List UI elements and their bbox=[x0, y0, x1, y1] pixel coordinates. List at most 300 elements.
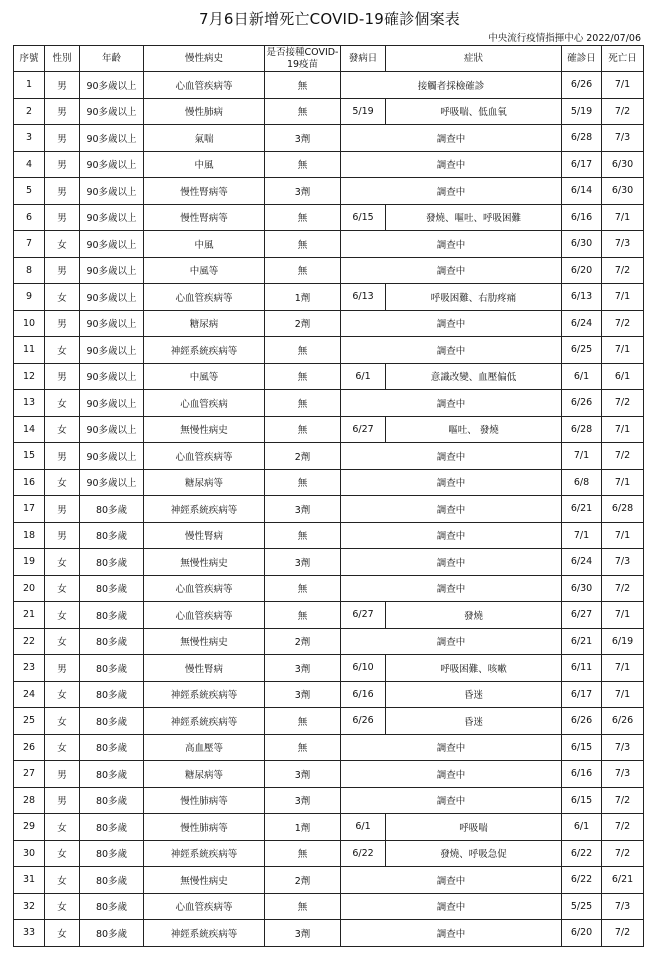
cell-age: 80多歲 bbox=[80, 814, 144, 841]
cell-vaccine: 3劑 bbox=[265, 681, 341, 708]
cell-symptoms: 呼吸喘、低血氧 bbox=[386, 98, 562, 125]
cell-death: 7/1 bbox=[602, 204, 644, 231]
cell-no: 26 bbox=[14, 734, 45, 761]
cell-sex: 男 bbox=[45, 125, 80, 152]
cell-no: 8 bbox=[14, 257, 45, 284]
cell-sex: 女 bbox=[45, 284, 80, 311]
cell-confirmed: 6/26 bbox=[562, 390, 602, 417]
cell-death: 7/3 bbox=[602, 549, 644, 576]
cell-symptoms: 調查中 bbox=[341, 125, 562, 152]
cell-no: 21 bbox=[14, 602, 45, 629]
table-row bbox=[14, 72, 644, 99]
cell-death: 7/1 bbox=[602, 681, 644, 708]
cell-history: 糖尿病 bbox=[144, 310, 265, 337]
table-row bbox=[14, 867, 644, 894]
cell-confirmed: 5/19 bbox=[562, 98, 602, 125]
cell-history: 糖尿病等 bbox=[144, 761, 265, 788]
cell-sex: 男 bbox=[45, 522, 80, 549]
cell-no: 17 bbox=[14, 496, 45, 523]
header-onset: 發病日 bbox=[341, 46, 386, 72]
cell-age: 80多歲 bbox=[80, 549, 144, 576]
cell-no: 30 bbox=[14, 840, 45, 867]
cell-symptoms: 調查中 bbox=[341, 443, 562, 470]
cell-symptoms: 調查中 bbox=[341, 390, 562, 417]
cell-death: 7/3 bbox=[602, 893, 644, 920]
cell-symptoms: 調查中 bbox=[341, 628, 562, 655]
cell-sex: 女 bbox=[45, 602, 80, 629]
cell-age: 80多歲 bbox=[80, 575, 144, 602]
cell-vaccine: 無 bbox=[265, 416, 341, 443]
cell-history: 神經系統疾病等 bbox=[144, 840, 265, 867]
cell-confirmed: 6/17 bbox=[562, 151, 602, 178]
cell-confirmed: 6/24 bbox=[562, 310, 602, 337]
source-note: 中央流行疫情指揮中心 2022/07/06 bbox=[488, 33, 641, 44]
cell-history: 慢性腎病 bbox=[144, 655, 265, 682]
cell-confirmed: 6/8 bbox=[562, 469, 602, 496]
header-confirmed: 確診日 bbox=[562, 46, 602, 72]
cell-history: 氣喘 bbox=[144, 125, 265, 152]
cell-confirmed: 6/15 bbox=[562, 787, 602, 814]
cell-sex: 男 bbox=[45, 310, 80, 337]
cell-symptoms: 呼吸喘 bbox=[386, 814, 562, 841]
cell-symptoms: 調查中 bbox=[341, 310, 562, 337]
cell-no: 16 bbox=[14, 469, 45, 496]
cell-onset: 6/22 bbox=[341, 840, 386, 867]
cell-symptoms: 調查中 bbox=[341, 469, 562, 496]
cell-death: 6/26 bbox=[602, 708, 644, 735]
table-body bbox=[14, 72, 644, 947]
cell-history: 無慢性病史 bbox=[144, 549, 265, 576]
cell-confirmed: 6/24 bbox=[562, 549, 602, 576]
cell-history: 心血管疾病 bbox=[144, 390, 265, 417]
table-row bbox=[14, 125, 644, 152]
cell-sex: 女 bbox=[45, 893, 80, 920]
cell-death: 7/1 bbox=[602, 416, 644, 443]
cell-confirmed: 6/25 bbox=[562, 337, 602, 364]
cell-vaccine: 2劑 bbox=[265, 867, 341, 894]
cell-confirmed: 6/1 bbox=[562, 814, 602, 841]
table-row bbox=[14, 496, 644, 523]
cell-sex: 女 bbox=[45, 708, 80, 735]
table-row bbox=[14, 390, 644, 417]
table-row bbox=[14, 708, 644, 735]
cell-no: 20 bbox=[14, 575, 45, 602]
cell-confirmed: 6/26 bbox=[562, 72, 602, 99]
cell-vaccine: 無 bbox=[265, 72, 341, 99]
cell-sex: 女 bbox=[45, 469, 80, 496]
table-row bbox=[14, 98, 644, 125]
cell-history: 慢性肺病 bbox=[144, 98, 265, 125]
cell-vaccine: 1劑 bbox=[265, 284, 341, 311]
cases-table bbox=[13, 45, 644, 947]
table-row bbox=[14, 469, 644, 496]
cell-age: 90多歲以上 bbox=[80, 310, 144, 337]
cell-symptoms: 調查中 bbox=[341, 920, 562, 947]
cell-vaccine: 無 bbox=[265, 257, 341, 284]
cell-sex: 男 bbox=[45, 363, 80, 390]
cell-vaccine: 3劑 bbox=[265, 125, 341, 152]
cell-confirmed: 6/30 bbox=[562, 575, 602, 602]
cell-no: 32 bbox=[14, 893, 45, 920]
table-row bbox=[14, 416, 644, 443]
cell-age: 90多歲以上 bbox=[80, 363, 144, 390]
cell-sex: 男 bbox=[45, 178, 80, 205]
cell-confirmed: 6/28 bbox=[562, 416, 602, 443]
table-row bbox=[14, 814, 644, 841]
cell-sex: 女 bbox=[45, 628, 80, 655]
cell-death: 7/1 bbox=[602, 469, 644, 496]
cell-age: 90多歲以上 bbox=[80, 443, 144, 470]
cell-vaccine: 無 bbox=[265, 204, 341, 231]
table-row bbox=[14, 257, 644, 284]
cell-onset: 6/13 bbox=[341, 284, 386, 311]
cell-symptoms: 調查中 bbox=[341, 867, 562, 894]
cell-sex: 男 bbox=[45, 98, 80, 125]
cell-symptoms: 調查中 bbox=[341, 893, 562, 920]
cell-history: 中風 bbox=[144, 151, 265, 178]
cell-no: 28 bbox=[14, 787, 45, 814]
header-age: 年齡 bbox=[80, 46, 144, 72]
cell-death: 7/2 bbox=[602, 310, 644, 337]
table-header-row bbox=[14, 46, 644, 72]
cell-death: 7/2 bbox=[602, 920, 644, 947]
cell-no: 29 bbox=[14, 814, 45, 841]
cell-no: 7 bbox=[14, 231, 45, 258]
table-row bbox=[14, 231, 644, 258]
cell-onset: 6/1 bbox=[341, 814, 386, 841]
cell-vaccine: 無 bbox=[265, 337, 341, 364]
cell-symptoms: 調查中 bbox=[341, 787, 562, 814]
cell-vaccine: 3劑 bbox=[265, 787, 341, 814]
cell-age: 90多歲以上 bbox=[80, 284, 144, 311]
cell-vaccine: 2劑 bbox=[265, 628, 341, 655]
cell-sex: 男 bbox=[45, 787, 80, 814]
cell-death: 7/2 bbox=[602, 575, 644, 602]
cell-vaccine: 無 bbox=[265, 469, 341, 496]
cell-no: 24 bbox=[14, 681, 45, 708]
cell-vaccine: 3劑 bbox=[265, 549, 341, 576]
cell-confirmed: 6/20 bbox=[562, 920, 602, 947]
cell-death: 7/3 bbox=[602, 125, 644, 152]
cell-vaccine: 無 bbox=[265, 390, 341, 417]
cell-death: 7/1 bbox=[602, 522, 644, 549]
cell-age: 80多歲 bbox=[80, 708, 144, 735]
table-row bbox=[14, 284, 644, 311]
cell-history: 神經系統疾病等 bbox=[144, 920, 265, 947]
cell-death: 6/19 bbox=[602, 628, 644, 655]
cell-age: 80多歲 bbox=[80, 628, 144, 655]
cell-death: 7/2 bbox=[602, 787, 644, 814]
cell-no: 19 bbox=[14, 549, 45, 576]
cell-history: 心血管疾病等 bbox=[144, 893, 265, 920]
cell-confirmed: 6/28 bbox=[562, 125, 602, 152]
cell-symptoms: 調查中 bbox=[341, 734, 562, 761]
cell-history: 心血管疾病等 bbox=[144, 72, 265, 99]
cell-vaccine: 3劑 bbox=[265, 761, 341, 788]
cell-vaccine: 3劑 bbox=[265, 496, 341, 523]
table-row bbox=[14, 443, 644, 470]
cell-no: 11 bbox=[14, 337, 45, 364]
table-row bbox=[14, 734, 644, 761]
cell-history: 無慢性病史 bbox=[144, 628, 265, 655]
cell-death: 7/2 bbox=[602, 840, 644, 867]
cell-sex: 女 bbox=[45, 549, 80, 576]
cell-history: 中風等 bbox=[144, 363, 265, 390]
cell-symptoms: 調查中 bbox=[341, 257, 562, 284]
table-row bbox=[14, 602, 644, 629]
cell-sex: 女 bbox=[45, 840, 80, 867]
cell-history: 神經系統疾病等 bbox=[144, 681, 265, 708]
cell-vaccine: 無 bbox=[265, 840, 341, 867]
cell-sex: 女 bbox=[45, 734, 80, 761]
table-row bbox=[14, 178, 644, 205]
cell-vaccine: 無 bbox=[265, 231, 341, 258]
cell-confirmed: 6/21 bbox=[562, 628, 602, 655]
cell-symptoms: 發燒、呼吸急促 bbox=[386, 840, 562, 867]
cell-age: 90多歲以上 bbox=[80, 204, 144, 231]
cell-history: 心血管疾病等 bbox=[144, 443, 265, 470]
cell-confirmed: 6/20 bbox=[562, 257, 602, 284]
table-row bbox=[14, 522, 644, 549]
cell-sex: 女 bbox=[45, 390, 80, 417]
cell-symptoms: 調查中 bbox=[341, 761, 562, 788]
cell-death: 7/1 bbox=[602, 655, 644, 682]
cell-confirmed: 6/22 bbox=[562, 840, 602, 867]
cell-symptoms: 調查中 bbox=[341, 337, 562, 364]
cell-history: 慢性腎病等 bbox=[144, 178, 265, 205]
cell-sex: 女 bbox=[45, 920, 80, 947]
cell-history: 神經系統疾病等 bbox=[144, 496, 265, 523]
cell-age: 80多歲 bbox=[80, 602, 144, 629]
cell-age: 90多歲以上 bbox=[80, 469, 144, 496]
cell-symptoms: 發燒 bbox=[386, 602, 562, 629]
cell-vaccine: 無 bbox=[265, 734, 341, 761]
cell-confirmed: 6/16 bbox=[562, 204, 602, 231]
cell-sex: 男 bbox=[45, 151, 80, 178]
cell-death: 7/3 bbox=[602, 761, 644, 788]
cell-no: 6 bbox=[14, 204, 45, 231]
cell-sex: 男 bbox=[45, 443, 80, 470]
cell-death: 6/28 bbox=[602, 496, 644, 523]
cell-no: 33 bbox=[14, 920, 45, 947]
cell-vaccine: 3劑 bbox=[265, 920, 341, 947]
cell-confirmed: 6/14 bbox=[562, 178, 602, 205]
cell-vaccine: 3劑 bbox=[265, 178, 341, 205]
cell-symptoms: 接觸者採檢確診 bbox=[341, 72, 562, 99]
cell-confirmed: 6/15 bbox=[562, 734, 602, 761]
cell-confirmed: 6/26 bbox=[562, 708, 602, 735]
cell-onset: 6/1 bbox=[341, 363, 386, 390]
cell-age: 90多歲以上 bbox=[80, 231, 144, 258]
cell-no: 3 bbox=[14, 125, 45, 152]
cell-age: 90多歲以上 bbox=[80, 390, 144, 417]
cell-onset: 5/19 bbox=[341, 98, 386, 125]
cell-vaccine: 2劑 bbox=[265, 443, 341, 470]
cell-confirmed: 7/1 bbox=[562, 443, 602, 470]
cell-onset: 6/10 bbox=[341, 655, 386, 682]
cell-sex: 女 bbox=[45, 814, 80, 841]
cell-onset: 6/27 bbox=[341, 416, 386, 443]
header-history: 慢性病史 bbox=[144, 46, 265, 72]
cell-death: 7/2 bbox=[602, 443, 644, 470]
header-no: 序號 bbox=[14, 46, 45, 72]
cell-onset: 6/16 bbox=[341, 681, 386, 708]
cell-history: 慢性腎病 bbox=[144, 522, 265, 549]
cell-confirmed: 5/25 bbox=[562, 893, 602, 920]
cell-no: 18 bbox=[14, 522, 45, 549]
cell-death: 7/1 bbox=[602, 337, 644, 364]
cell-death: 7/1 bbox=[602, 72, 644, 99]
cell-vaccine: 無 bbox=[265, 151, 341, 178]
cell-onset: 6/27 bbox=[341, 602, 386, 629]
cell-onset: 6/15 bbox=[341, 204, 386, 231]
cell-no: 1 bbox=[14, 72, 45, 99]
cell-sex: 男 bbox=[45, 496, 80, 523]
cell-no: 5 bbox=[14, 178, 45, 205]
table-row bbox=[14, 920, 644, 947]
cell-vaccine: 無 bbox=[265, 708, 341, 735]
cell-history: 心血管疾病等 bbox=[144, 575, 265, 602]
cell-age: 80多歲 bbox=[80, 681, 144, 708]
cell-sex: 女 bbox=[45, 575, 80, 602]
cell-history: 無慢性病史 bbox=[144, 867, 265, 894]
cell-no: 13 bbox=[14, 390, 45, 417]
cell-age: 90多歲以上 bbox=[80, 257, 144, 284]
table-row bbox=[14, 337, 644, 364]
cell-sex: 男 bbox=[45, 72, 80, 99]
cell-history: 無慢性病史 bbox=[144, 416, 265, 443]
cell-symptoms: 發燒、嘔吐、呼吸困難 bbox=[386, 204, 562, 231]
cell-no: 23 bbox=[14, 655, 45, 682]
cell-no: 10 bbox=[14, 310, 45, 337]
table-row bbox=[14, 363, 644, 390]
cell-age: 80多歲 bbox=[80, 920, 144, 947]
cell-age: 90多歲以上 bbox=[80, 416, 144, 443]
cell-no: 25 bbox=[14, 708, 45, 735]
table-row bbox=[14, 575, 644, 602]
cell-symptoms: 意識改變、血壓偏低 bbox=[386, 363, 562, 390]
cell-history: 慢性肺病等 bbox=[144, 814, 265, 841]
cell-history: 中風 bbox=[144, 231, 265, 258]
cell-no: 22 bbox=[14, 628, 45, 655]
cell-symptoms: 調查中 bbox=[341, 496, 562, 523]
cell-age: 80多歲 bbox=[80, 522, 144, 549]
cell-age: 80多歲 bbox=[80, 867, 144, 894]
table-row bbox=[14, 310, 644, 337]
cell-death: 7/2 bbox=[602, 257, 644, 284]
cell-death: 6/30 bbox=[602, 151, 644, 178]
cell-no: 14 bbox=[14, 416, 45, 443]
table-row bbox=[14, 681, 644, 708]
table-row bbox=[14, 655, 644, 682]
cell-age: 80多歲 bbox=[80, 840, 144, 867]
cell-sex: 女 bbox=[45, 867, 80, 894]
cell-confirmed: 6/17 bbox=[562, 681, 602, 708]
table-row bbox=[14, 787, 644, 814]
cell-history: 高血壓等 bbox=[144, 734, 265, 761]
cell-sex: 女 bbox=[45, 231, 80, 258]
cell-sex: 女 bbox=[45, 337, 80, 364]
header-death: 死亡日 bbox=[602, 46, 644, 72]
table-row bbox=[14, 549, 644, 576]
cell-confirmed: 6/21 bbox=[562, 496, 602, 523]
cell-death: 7/2 bbox=[602, 390, 644, 417]
cell-death: 6/30 bbox=[602, 178, 644, 205]
cell-sex: 男 bbox=[45, 655, 80, 682]
cell-no: 31 bbox=[14, 867, 45, 894]
cell-death: 7/1 bbox=[602, 284, 644, 311]
cell-death: 6/21 bbox=[602, 867, 644, 894]
cell-confirmed: 6/1 bbox=[562, 363, 602, 390]
cell-no: 4 bbox=[14, 151, 45, 178]
cell-sex: 男 bbox=[45, 257, 80, 284]
cell-age: 80多歲 bbox=[80, 655, 144, 682]
header-symptoms: 症狀 bbox=[386, 46, 562, 72]
cell-age: 90多歲以上 bbox=[80, 98, 144, 125]
cell-confirmed: 7/1 bbox=[562, 522, 602, 549]
cell-confirmed: 6/16 bbox=[562, 761, 602, 788]
cell-history: 神經系統疾病等 bbox=[144, 708, 265, 735]
header-vaccine: 是否接種COVID-19疫苗 bbox=[266, 46, 339, 70]
cell-death: 7/2 bbox=[602, 98, 644, 125]
cell-symptoms: 嘔吐、 發燒 bbox=[386, 416, 562, 443]
cell-vaccine: 2劑 bbox=[265, 310, 341, 337]
cell-age: 80多歲 bbox=[80, 496, 144, 523]
cell-vaccine: 無 bbox=[265, 575, 341, 602]
cell-age: 80多歲 bbox=[80, 893, 144, 920]
table-row bbox=[14, 893, 644, 920]
cell-symptoms: 調查中 bbox=[341, 178, 562, 205]
cell-age: 90多歲以上 bbox=[80, 178, 144, 205]
cell-symptoms: 調查中 bbox=[341, 231, 562, 258]
page-title: 7月6日新增死亡COVID-19確診個案表 bbox=[198, 10, 461, 28]
table-row bbox=[14, 151, 644, 178]
header-sex: 性別 bbox=[45, 46, 80, 72]
cell-death: 7/1 bbox=[602, 602, 644, 629]
cell-sex: 男 bbox=[45, 761, 80, 788]
cell-confirmed: 6/13 bbox=[562, 284, 602, 311]
cell-history: 神經系統疾病等 bbox=[144, 337, 265, 364]
cell-onset: 6/26 bbox=[341, 708, 386, 735]
cell-confirmed: 6/27 bbox=[562, 602, 602, 629]
cell-death: 6/1 bbox=[602, 363, 644, 390]
cell-history: 心血管疾病等 bbox=[144, 602, 265, 629]
table-row bbox=[14, 761, 644, 788]
cell-vaccine: 3劑 bbox=[265, 655, 341, 682]
cell-vaccine: 無 bbox=[265, 522, 341, 549]
cell-symptoms: 調查中 bbox=[341, 575, 562, 602]
cell-age: 80多歲 bbox=[80, 761, 144, 788]
cell-confirmed: 6/22 bbox=[562, 867, 602, 894]
cell-vaccine: 無 bbox=[265, 98, 341, 125]
cell-age: 80多歲 bbox=[80, 787, 144, 814]
cell-confirmed: 6/30 bbox=[562, 231, 602, 258]
cell-symptoms: 呼吸困難、咳嗽 bbox=[386, 655, 562, 682]
cell-history: 慢性肺病等 bbox=[144, 787, 265, 814]
cell-age: 80多歲 bbox=[80, 734, 144, 761]
table-row bbox=[14, 840, 644, 867]
cell-symptoms: 調查中 bbox=[341, 151, 562, 178]
cell-age: 90多歲以上 bbox=[80, 151, 144, 178]
cell-death: 7/3 bbox=[602, 734, 644, 761]
cell-no: 15 bbox=[14, 443, 45, 470]
cell-death: 7/2 bbox=[602, 814, 644, 841]
cell-sex: 女 bbox=[45, 681, 80, 708]
cell-no: 9 bbox=[14, 284, 45, 311]
cell-age: 90多歲以上 bbox=[80, 125, 144, 152]
table-row bbox=[14, 204, 644, 231]
cell-sex: 女 bbox=[45, 416, 80, 443]
